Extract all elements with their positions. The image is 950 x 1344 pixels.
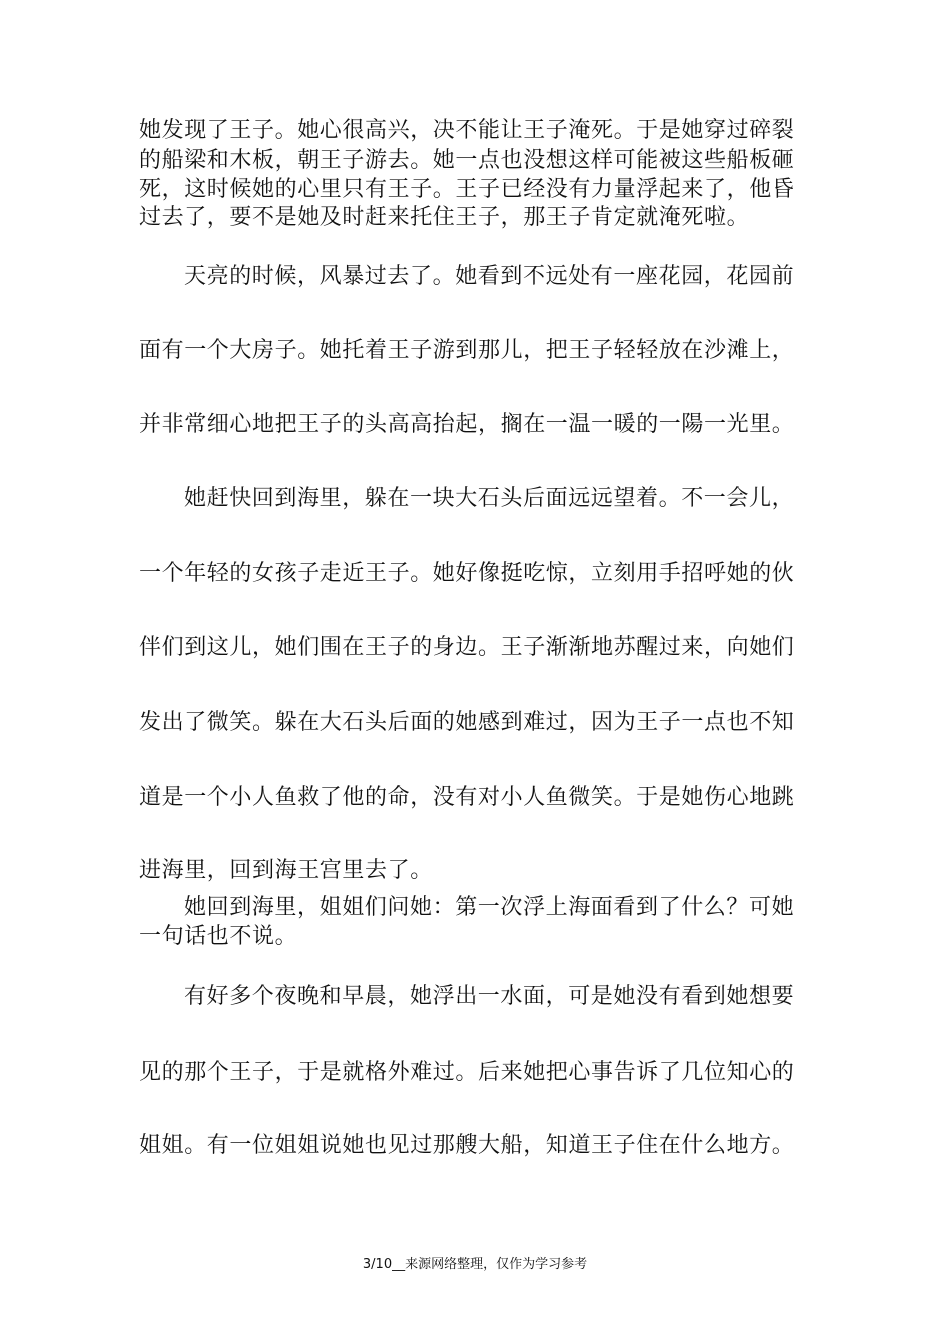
paragraph-1-line-3: 死，这时候她的心里只有王子。王子已经没有力量浮起来了，他昏 — [139, 177, 795, 202]
paragraph-1-line-4: 过去了，要不是她及时赶来托住王子，那王子肯定就淹死啦。 — [139, 205, 750, 230]
paragraph-2-line-1: 天亮的时候，风暴过去了。她看到不远处有一座花园，花园前 — [184, 264, 795, 289]
paragraph-5-line-2: 见的那个王子，于是就格外难过。后来她把心事告诉了几位知心的 — [139, 1060, 795, 1085]
paragraph-3-line-5: 道是一个小人鱼救了他的命，没有对小人鱼微笑。于是她伤心地跳 — [139, 785, 795, 810]
paragraph-3-line-6: 进海里，回到海王宫里去了。 — [139, 858, 433, 883]
paragraph-2-line-2: 面有一个大房子。她托着王子游到那儿，把王子轻轻放在沙滩上， — [139, 338, 795, 363]
paragraph-3-line-2: 一个年轻的女孩子走近王子。她好像挺吃惊，立刻用手招呼她的伙 — [139, 561, 795, 586]
paragraph-5-line-3: 姐姐。有一位姐姐说她也见过那艘大船，知道王子住在什么地方。 — [139, 1133, 795, 1158]
paragraph-2-line-3: 并非常细心地把王子的头高高抬起，搁在一温一暖的一陽一光里。 — [139, 412, 795, 437]
paragraph-3-line-4: 发出了微笑。躲在大石头后面的她感到难过，因为王子一点也不知 — [139, 710, 795, 735]
paragraph-5-line-1: 有好多个夜晚和早晨，她浮出一水面，可是她没有看到她想要 — [184, 984, 795, 1009]
paragraph-1-line-2: 的船梁和木板，朝王子游去。她一点也没想这样可能被这些船板砸 — [139, 148, 795, 173]
page-footer: 3/10__来源网络整理，仅作为学习参考 — [362, 1257, 588, 1272]
paragraph-3-line-3: 伴们到这儿，她们围在王子的身边。王子渐渐地苏醒过来，向她们 — [139, 635, 795, 660]
paragraph-4-line-1: 她回到海里，姐姐们问她：第一次浮上海面看到了什么？可她 — [184, 895, 795, 920]
paragraph-1-line-1: 她发现了王子。她心很高兴，决不能让王子淹死。于是她穿过碎裂 — [139, 118, 795, 143]
paragraph-3-line-1: 她赶快回到海里，躲在一块大石头后面远远望着。不一会儿， — [184, 486, 795, 511]
paragraph-4-line-2: 一句话也不说。 — [139, 924, 298, 949]
